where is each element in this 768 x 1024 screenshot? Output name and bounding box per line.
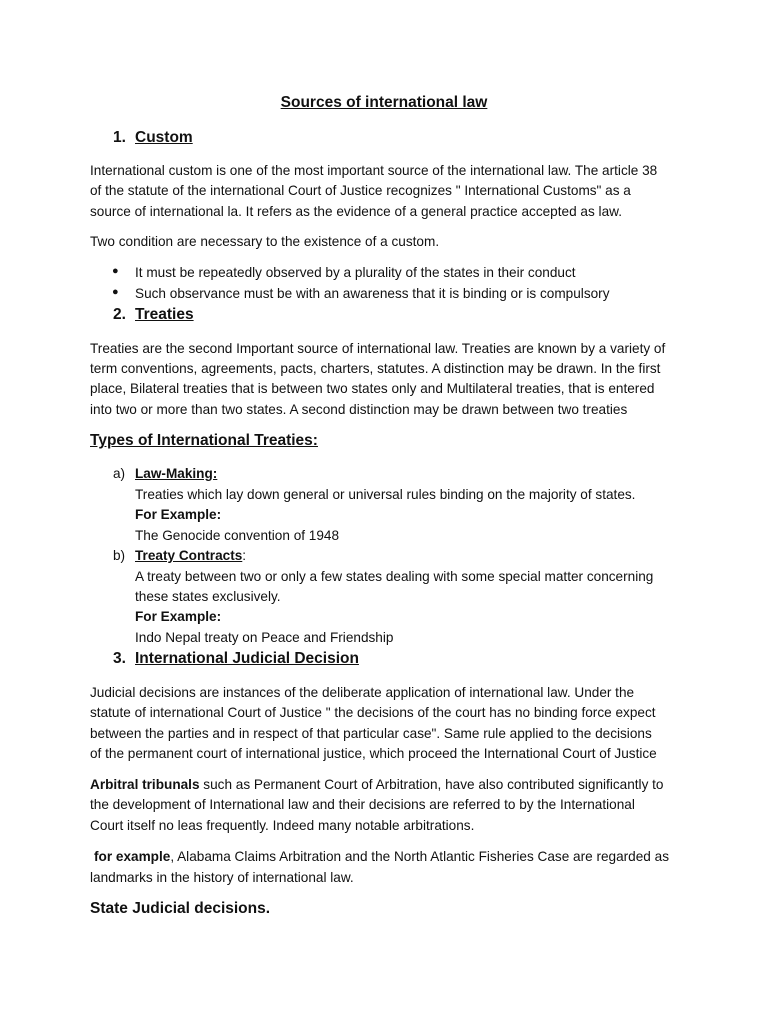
section-heading-treaties	[113, 306, 194, 324]
paragraph-line: Two condition are necessary to the existence of a custom.	[90, 234, 440, 249]
bullet-item: It must be repeatedly observed by a plurality of the states in their conduct	[135, 265, 576, 280]
section-title: Custom	[135, 129, 193, 146]
example-lead: for example	[94, 849, 171, 864]
treaty-type-name: Law-Making:	[135, 466, 218, 481]
treaty-type-label	[135, 546, 246, 567]
state-judicial-heading: State Judicial decisions.	[90, 900, 271, 917]
paragraph-line: statute of international Court of Justice " the decisions of the court has no binding force expect	[90, 705, 656, 720]
list-marker: b)	[113, 548, 126, 563]
paragraph-line: landmarks in the history of international law.	[90, 870, 354, 885]
example-para-text: , Alabama Claims Arbitration and the North Atlantic Fisheries Case are regarded as	[170, 849, 669, 864]
document-title: Sources of international law	[280, 94, 488, 111]
paragraph-line: into two or more than two states. A second distinction may be drawn between two treaties	[90, 402, 628, 417]
example-paragraph-first-line	[94, 847, 669, 868]
section-heading-judicial	[113, 650, 359, 668]
bullet-dot-icon: ●	[112, 265, 119, 277]
types-heading: Types of International Treaties:	[90, 432, 318, 449]
paragraph-line: Court itself no leas frequently. Indeed many notable arbitrations.	[90, 818, 475, 833]
arbitral-text: such as Permanent Court of Arbitration, have also contributed significantly to	[199, 777, 664, 792]
treaty-type-suffix: :	[242, 548, 247, 563]
list-marker: a)	[113, 466, 126, 481]
section-title: Treaties	[135, 306, 194, 323]
paragraph-line: the development of International law and their decisions are referred to by the International	[90, 797, 635, 812]
paragraph-line: source of international la. It refers as the evidence of a general practice accepted as law.	[90, 204, 622, 219]
example-label: For Example:	[135, 507, 222, 522]
bullet-dot-icon: ●	[112, 286, 119, 298]
paragraph-line: International custom is one of the most important source of the international law. The article 38	[90, 163, 658, 178]
paragraph-line: Judicial decisions are instances of the deliberate application of international law. Under the	[90, 685, 635, 700]
paragraph-line: between the parties and in respect of that particular case". Same rule applied to the decisions	[90, 726, 652, 741]
treaty-type-name: Treaty Contracts	[135, 548, 243, 563]
paragraph-line: of the permanent court of international justice, which proceed the International Court of Justice	[90, 746, 657, 761]
paragraph-line: place, Bilateral treaties that is between two states only and Multilateral treaties, that is entered	[90, 381, 655, 396]
arbitral-lead: Arbitral tribunals	[90, 777, 200, 792]
example-text: The Genocide convention of 1948	[135, 528, 340, 543]
treaty-type-label	[135, 464, 217, 485]
example-label: For Example:	[135, 609, 222, 624]
arbitral-paragraph-first-line	[90, 775, 663, 796]
section-title: International Judicial Decision	[135, 650, 359, 667]
section-heading-custom	[113, 129, 193, 147]
example-text: Indo Nepal treaty on Peace and Friendship	[135, 630, 394, 645]
section-number: 2.	[113, 306, 126, 323]
section-number: 3.	[113, 650, 126, 667]
section-number: 1.	[113, 129, 126, 146]
bullet-item: Such observance must be with an awareness that it is binding or is compulsory	[135, 286, 610, 301]
paragraph-line: term conventions, agreements, pacts, charters, statutes. A distinction may be drawn. In the first	[90, 361, 661, 376]
paragraph-line: these states exclusively.	[135, 589, 281, 604]
paragraph-line: Treaties are the second Important source of international law. Treaties are known by a variety of	[90, 341, 666, 356]
paragraph-line: Treaties which lay down general or universal rules binding on the majority of states.	[135, 487, 636, 502]
paragraph-line: of the statute of the international Court of Justice recognizes " International Customs" as a	[90, 183, 631, 198]
paragraph-line: A treaty between two or only a few states dealing with some special matter concerning	[135, 569, 654, 584]
